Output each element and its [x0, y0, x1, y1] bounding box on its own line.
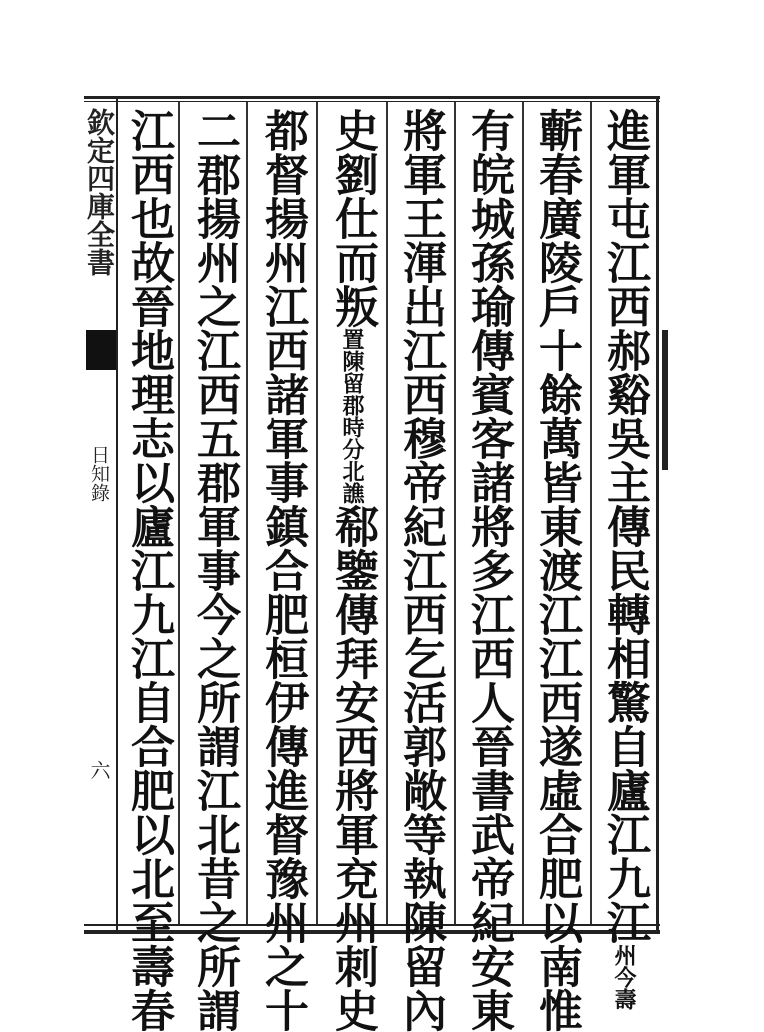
right-border-thick — [662, 330, 668, 470]
book-series-title: 欽定四庫全書 — [83, 108, 116, 276]
note-line: 州 — [611, 944, 637, 966]
text-column-6 — [254, 108, 310, 1032]
inline-note — [339, 328, 365, 504]
page-number: 六 — [87, 760, 111, 780]
column-text: 都督揚州江西諸軍事鎮合肥桓伊傳進督豫州之十 — [257, 108, 308, 1032]
inline-note — [611, 944, 637, 1010]
column-text: 蘄春廣陵戶十餘萬皆東渡江江西遂虛合肥以南惟 — [531, 108, 582, 1032]
column-text: 二郡揚州之江西五郡軍事今之所謂江北昔之所謂 — [189, 108, 240, 1032]
column-rule — [178, 102, 180, 924]
column-rule — [246, 102, 248, 924]
book-title: 日知錄 — [88, 445, 110, 502]
text-column-7 — [186, 108, 242, 1032]
right-border — [656, 96, 659, 934]
margin-border — [116, 96, 118, 934]
column-text: 江西也故晉地理志以廬江九江自合肥以北至壽春 — [123, 108, 174, 1032]
column-rule — [386, 102, 388, 924]
column-rule — [590, 102, 592, 924]
text-column-5 — [324, 108, 380, 1032]
fish-tail-mark — [86, 330, 116, 370]
column-text-continued: 郗鑒傳拜安西將軍兗州刺史 — [327, 504, 378, 1032]
column-text: 有皖城孫瑜傳賓客諸將多江西人晉書武帝紀安東 — [463, 108, 514, 1032]
note-line: 今壽 — [611, 966, 637, 1010]
column-rule — [454, 102, 456, 924]
column-text: 將軍王渾出江西穆帝紀江西乞活郭敞等執陳留內 — [395, 108, 446, 1032]
text-column-1 — [596, 108, 652, 1010]
note-line: 時分北譙 — [339, 416, 365, 504]
top-border-inner — [84, 101, 660, 102]
text-column-3 — [460, 108, 516, 1032]
column-rule — [522, 102, 524, 924]
top-border — [84, 96, 660, 99]
column-rule — [316, 102, 318, 924]
text-column-4 — [392, 108, 448, 1032]
text-column-2 — [528, 108, 584, 1032]
note-line: 置陳留郡 — [339, 328, 365, 416]
column-text: 史劉仕而叛 — [327, 108, 378, 328]
text-column-8 — [120, 108, 176, 1032]
column-text: 進軍屯江西郝谿吳主傳民轉相驚自廬江九江 — [599, 108, 650, 944]
